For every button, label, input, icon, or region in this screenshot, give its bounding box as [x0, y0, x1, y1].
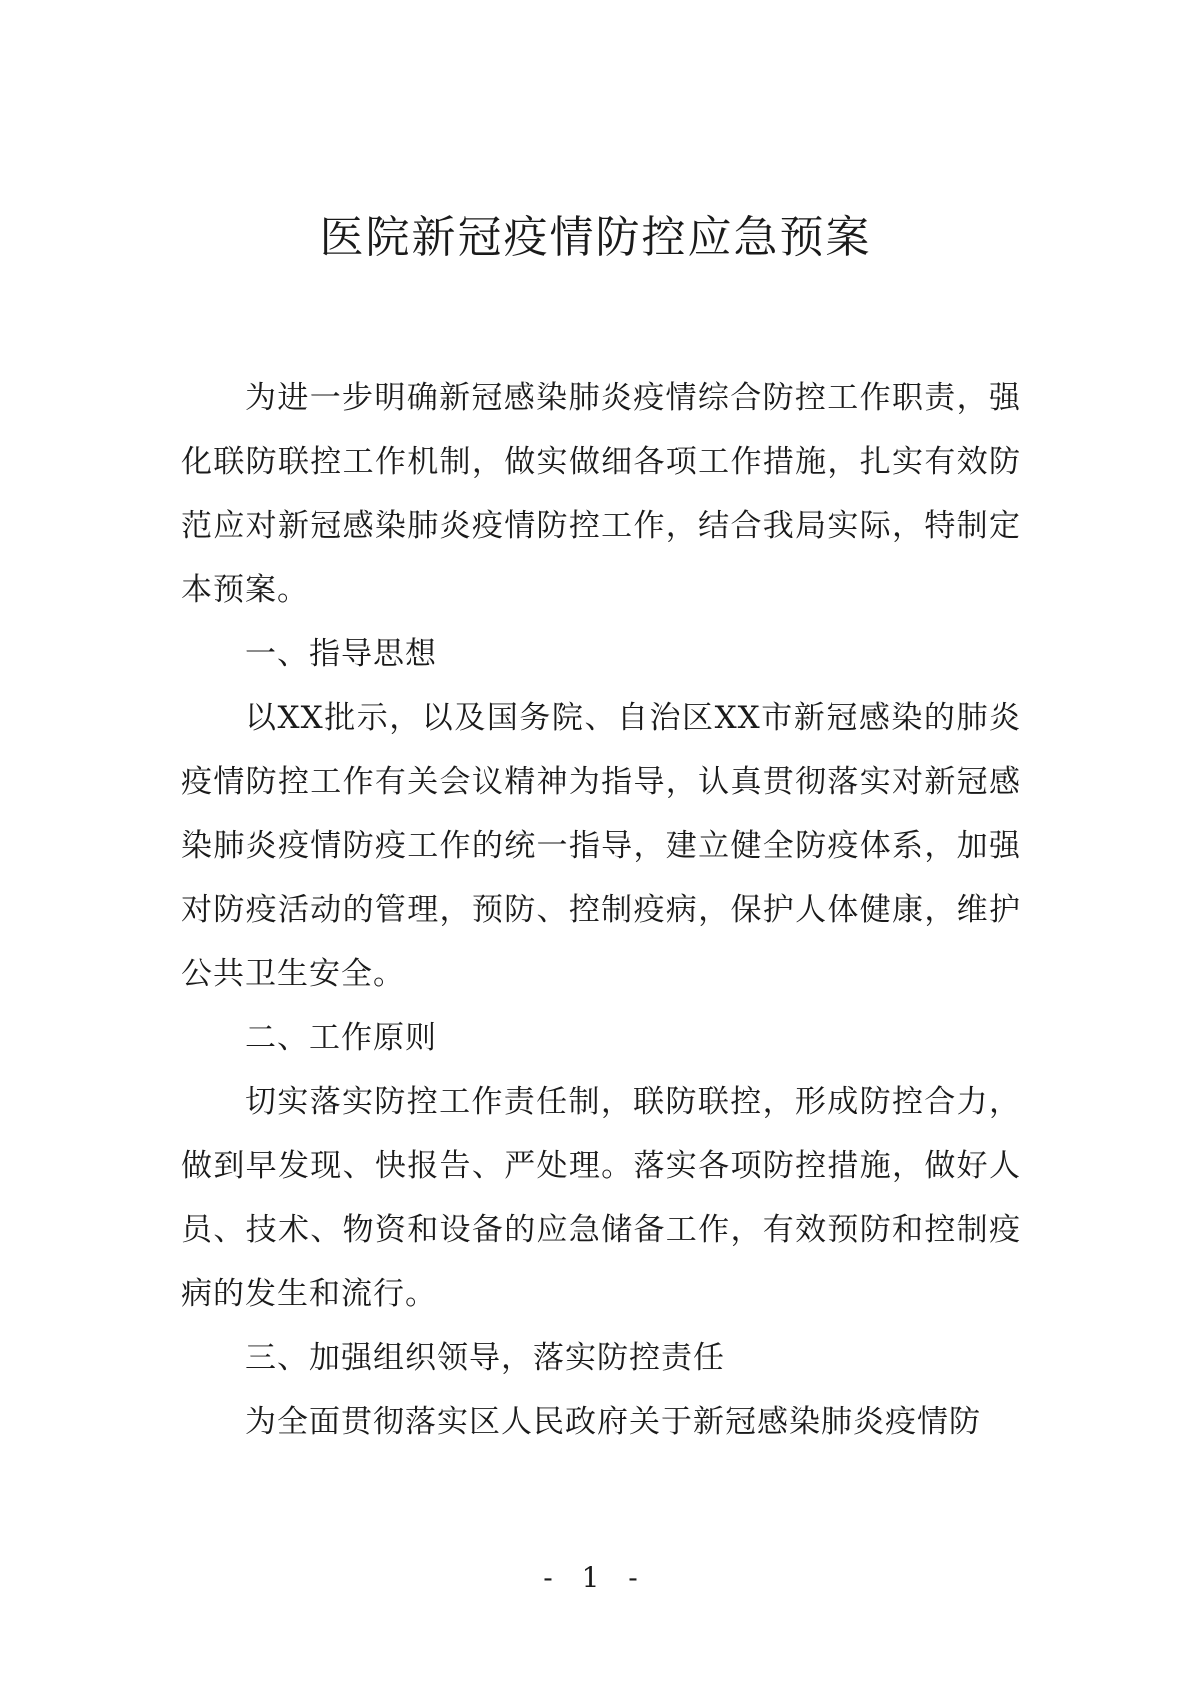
paragraph-work-principles: 切实落实防控工作责任制，联防联控，形成防控合力，做到早发现、快报告、严处理。落实各项防控措施，做好人员、技术、物资和设备的应急储备工作，有效预防和控制疫病的发生和流行。	[181, 1084, 1021, 1312]
paragraph-guiding-ideology: 以XX批示，以及国务院、自治区XX市新冠感染的肺炎疫情防控工作有关会议精神为指导，认真贯彻落实对新冠感染肺炎疫情防疫工作的统一指导，建立健全防疫体系，加强对防疫活动的管理，预防、控制疫病，保护人体健康，维护公共卫生安全。	[181, 700, 1021, 992]
section-heading-guiding-ideology: 一、指导思想	[245, 636, 437, 672]
section-heading-organization-leadership: 三、加强组织领导，落实防控责任	[245, 1340, 725, 1376]
document-title: 医院新冠疫情防控应急预案	[319, 212, 872, 263]
document-body	[181, 366, 1021, 1454]
section-heading-work-principles: 二、工作原则	[245, 1020, 437, 1056]
paragraph-organization-leadership: 为全面贯彻落实区人民政府关于新冠感染肺炎疫情防	[245, 1404, 981, 1440]
paragraph-intro: 为进一步明确新冠感染肺炎疫情综合防控工作职责，强化联防联控工作机制，做实做细各项工作措施，扎实有效防范应对新冠感染肺炎疫情防控工作，结合我局实际，特制定本预案。	[181, 380, 1021, 608]
page-number: - 1 -	[543, 1561, 648, 1594]
